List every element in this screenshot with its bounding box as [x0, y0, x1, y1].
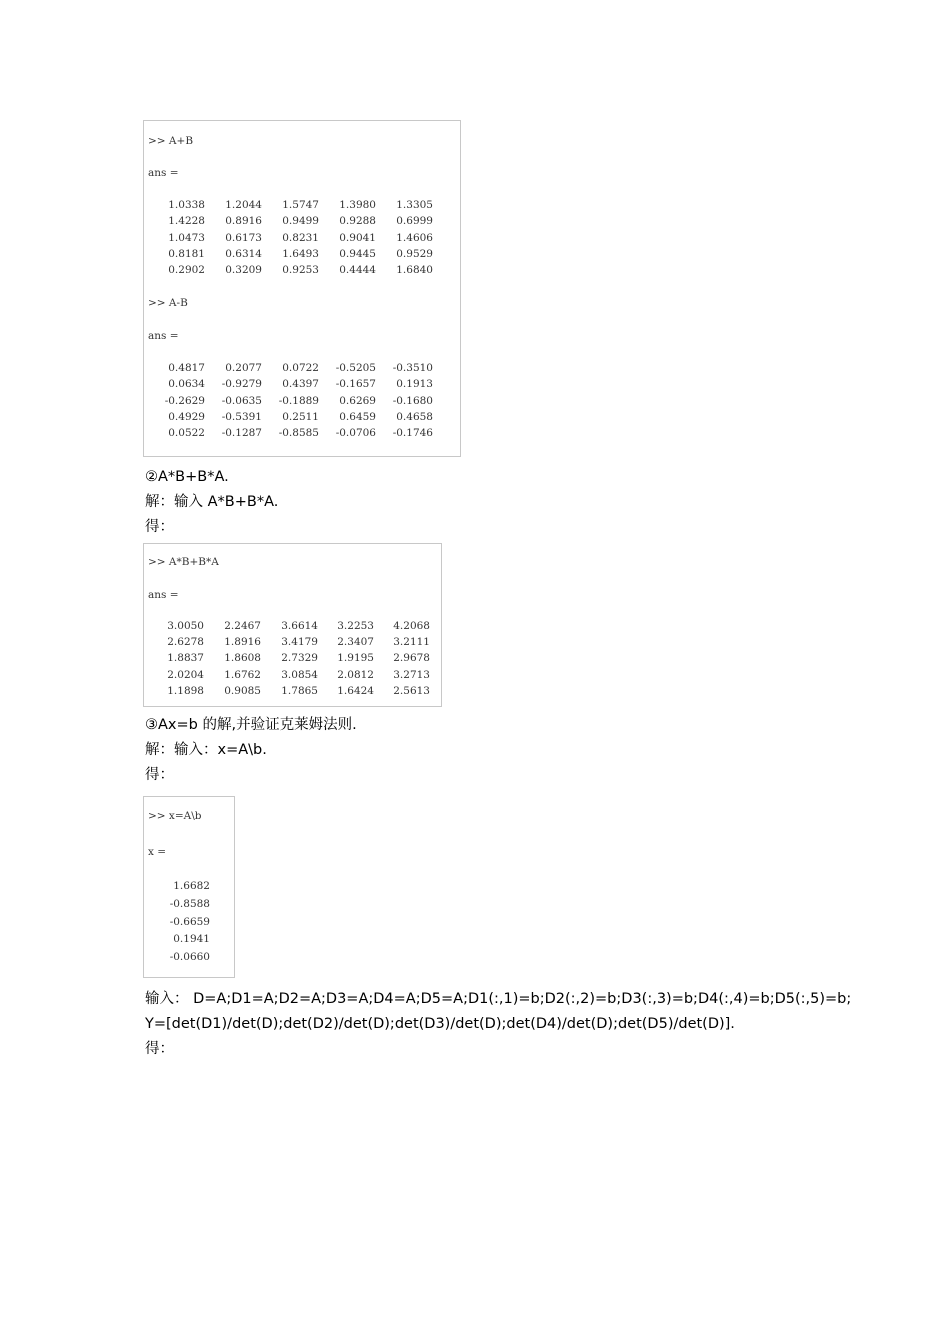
matrix-cell: 0.8231 [282, 231, 319, 244]
matrix-cell: 0.6314 [225, 247, 262, 260]
matrix-cell: -0.0635 [221, 394, 262, 407]
matrix-cell: 0.4658 [396, 410, 433, 423]
matrix-cell: 0.9085 [224, 684, 261, 697]
x-label: x = [148, 846, 167, 858]
matrix-cell: 0.6999 [396, 215, 433, 228]
matrix-row [144, 264, 462, 280]
matrix-cell: 0.4817 [168, 362, 205, 374]
matrix-cell: 1.1898 [167, 684, 204, 697]
matrix-cell: 3.2111 [393, 636, 430, 649]
vector-cell: 0.1941 [173, 933, 210, 946]
ans-label: ans = [148, 167, 179, 179]
matrix-row [144, 685, 443, 701]
matrix-cell: 0.2902 [168, 264, 205, 277]
matrix-cell: 2.3407 [337, 636, 374, 649]
vector-cell: -0.8588 [169, 897, 210, 910]
step-2-title: ②A*B+B*A. [145, 469, 229, 485]
command-a-minus-b: >> A-B [148, 297, 188, 309]
matrix-cell: 3.0854 [281, 668, 318, 681]
matlab-output-x-solution [143, 796, 235, 978]
matrix-cell: 1.3980 [339, 199, 376, 211]
matrix-cell: 0.2077 [225, 362, 262, 374]
matrix-cell: 0.8181 [168, 247, 205, 260]
matrix-cell: 2.6278 [167, 636, 204, 649]
matrix-cell: 2.0204 [167, 668, 204, 681]
matrix-cell: 0.4397 [282, 378, 319, 391]
matrix-cell: 1.0338 [168, 199, 205, 211]
matrix-row [144, 411, 462, 427]
matrix-cell: 4.2068 [393, 620, 430, 632]
matrix-cell: -0.1287 [221, 427, 262, 440]
vector-cell: 1.6682 [173, 880, 210, 892]
matrix-cell: 0.9529 [396, 247, 433, 260]
matrix-cell: -0.1680 [392, 394, 433, 407]
matrix-cell: -0.1889 [278, 394, 319, 407]
matrix-cell: 3.0050 [167, 620, 204, 632]
matrix-cell: 1.6840 [396, 264, 433, 277]
matrix-row [144, 620, 443, 636]
matrix-cell: 0.0634 [168, 378, 205, 391]
matrix-cell: 0.0522 [168, 427, 205, 440]
matrix-cell: -0.3510 [392, 362, 433, 374]
matrix-cell: 1.3305 [396, 199, 433, 211]
matrix-row [144, 395, 462, 411]
matrix-cell: 2.5613 [393, 684, 430, 697]
matrix-cell: 0.6173 [225, 231, 262, 244]
command-x-solve: >> x=A\b [148, 810, 202, 822]
matrix-cell: 2.0812 [337, 668, 374, 681]
vector-cell: -0.0660 [169, 951, 210, 964]
matrix-cell: 0.9253 [282, 264, 319, 277]
command-ab-plus-ba: >> A*B+B*A [148, 556, 219, 568]
matrix-cell: 1.8837 [167, 652, 204, 665]
matlab-output-a-plus-b-a-minus-b [143, 120, 461, 457]
matrix-cell: 0.6459 [339, 410, 376, 423]
matrix-cell: 1.5747 [282, 199, 319, 211]
step-2-result-label: 得： [145, 519, 174, 535]
matrix-cell: 2.2467 [224, 620, 261, 632]
matrix-row [144, 427, 462, 443]
matrix-cell: 0.4444 [339, 264, 376, 277]
matlab-output-ab-plus-ba [143, 543, 442, 707]
matrix-cell: -0.2629 [164, 394, 205, 407]
step-2-solution: 解：输入 A*B+B*A. [145, 494, 279, 510]
matrix-cell: 1.6762 [224, 668, 261, 681]
matrix-cell: 1.8608 [224, 652, 261, 665]
matrix-cell: 1.7865 [281, 684, 318, 697]
matrix-cell: -0.9279 [221, 378, 262, 391]
matrix-cell: -0.1746 [392, 427, 433, 440]
ans-label: ans = [148, 330, 179, 342]
matrix-cell: 1.4228 [168, 215, 205, 228]
matrix-cell: 1.6493 [282, 247, 319, 260]
matrix-cell: 3.2713 [393, 668, 430, 681]
matrix-cell: 0.9288 [339, 215, 376, 228]
matrix-cell: 1.6424 [337, 684, 374, 697]
cramer-input-line-1: 输入： D=A;D1=A;D2=A;D3=A;D4=A;D5=A;D1(:,1)=b;D2(:,2)=b;D3(:,3)=b;D4(:,4)=b;D5(:,5)=b; [145, 991, 852, 1007]
matrix-cell: 3.2253 [337, 620, 374, 632]
matrix-cell: -0.5391 [221, 410, 262, 423]
matrix-row [144, 636, 443, 652]
step-3-title: ③Ax=b 的解,并验证克莱姆法则. [145, 717, 357, 733]
matrix-cell: 1.2044 [225, 199, 262, 211]
step-3-solution: 解：输入：x=A\b. [145, 742, 267, 758]
matrix-cell: 1.4606 [396, 231, 433, 244]
matrix-cell: 0.0722 [282, 362, 319, 374]
matrix-row [144, 669, 443, 685]
step-3-result-label: 得： [145, 767, 174, 783]
matrix-cell: 2.9678 [393, 652, 430, 665]
matrix-cell: 1.9195 [337, 652, 374, 665]
matrix-row [144, 378, 462, 394]
matrix-cell: 0.8916 [225, 215, 262, 228]
matrix-row [144, 652, 443, 668]
matrix-cell: 0.2511 [282, 410, 319, 423]
matrix-cell: 1.0473 [168, 231, 205, 244]
matrix-row [144, 362, 462, 378]
cramer-result-label: 得： [145, 1041, 174, 1057]
matrix-cell: -0.1657 [335, 378, 376, 391]
matrix-cell: 3.4179 [281, 636, 318, 649]
cramer-input-line-2: Y=[det(D1)/det(D);det(D2)/det(D);det(D3)/det(D);det(D4)/det(D);det(D5)/det(D)]. [145, 1016, 735, 1032]
matrix-row [144, 248, 462, 264]
matrix-cell: 2.7329 [281, 652, 318, 665]
matrix-cell: 0.1913 [396, 378, 433, 391]
matrix-cell: 0.6269 [339, 394, 376, 407]
matrix-cell: -0.8585 [278, 427, 319, 440]
matrix-row [144, 199, 462, 215]
matrix-cell: 3.6614 [281, 620, 318, 632]
matrix-row [144, 232, 462, 248]
command-a-plus-b: >> A+B [148, 135, 194, 147]
matrix-cell: 0.4929 [168, 410, 205, 423]
matrix-cell: -0.5205 [335, 362, 376, 374]
matrix-cell: 0.9041 [339, 231, 376, 244]
matrix-cell: 1.8916 [224, 636, 261, 649]
matrix-cell: 0.9499 [282, 215, 319, 228]
matrix-cell: -0.0706 [335, 427, 376, 440]
ans-label: ans = [148, 589, 179, 601]
matrix-cell: 0.9445 [339, 247, 376, 260]
matrix-row [144, 215, 462, 231]
matrix-cell: 0.3209 [225, 264, 262, 277]
vector-cell: -0.6659 [169, 915, 210, 928]
